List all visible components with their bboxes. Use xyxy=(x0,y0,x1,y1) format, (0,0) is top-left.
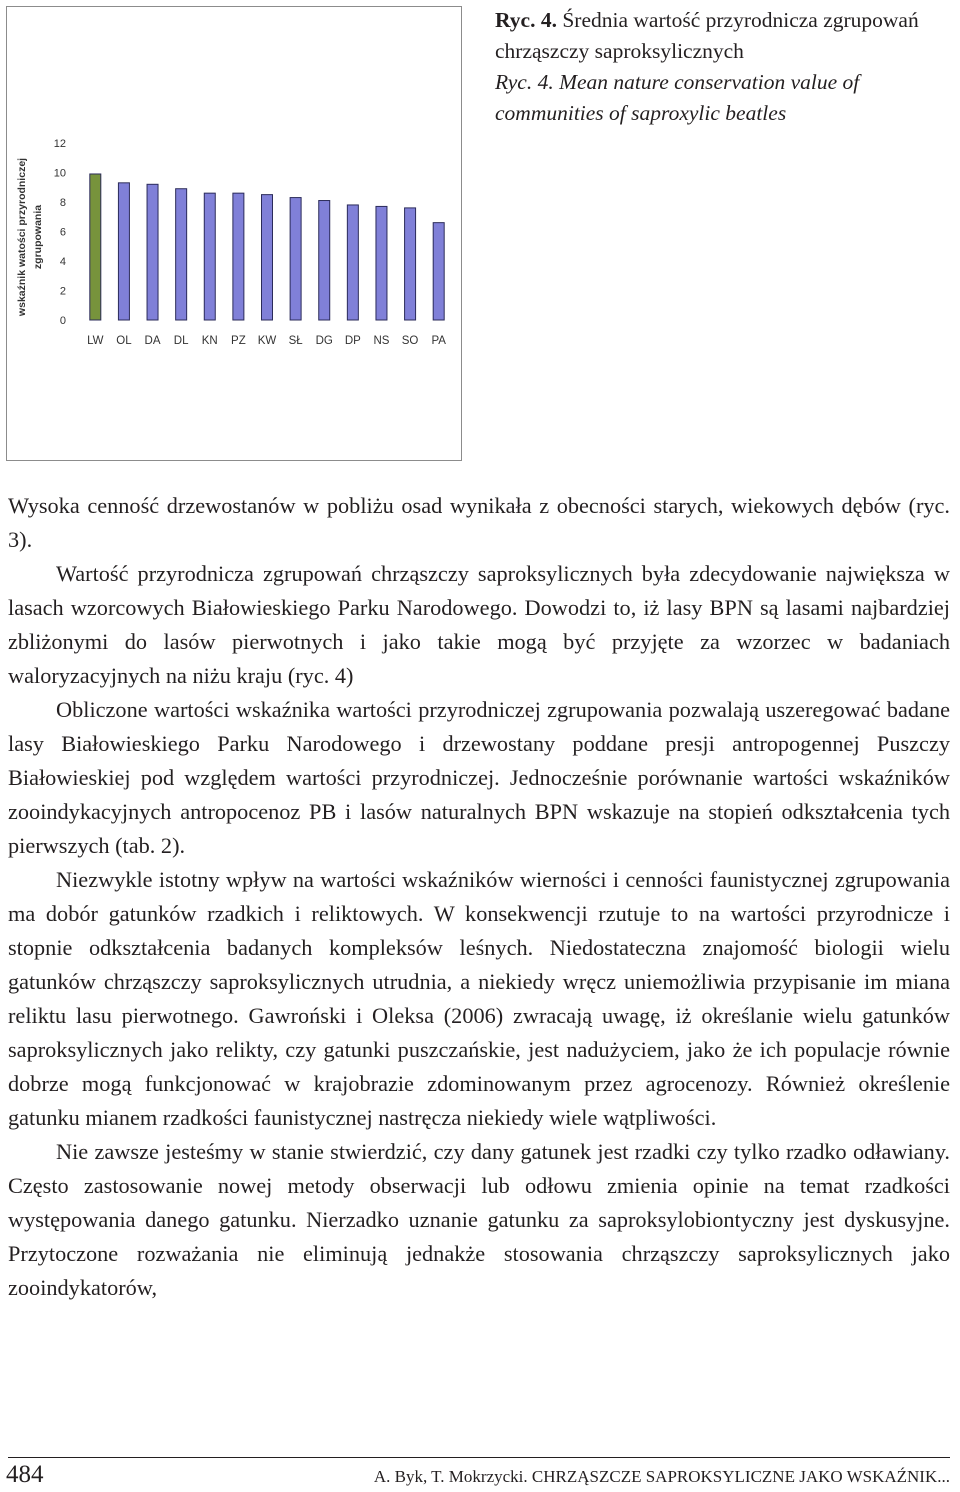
x-tick-label: DL xyxy=(173,335,189,347)
caption-label: Ryc. 4. xyxy=(495,8,557,32)
y-tick-label: 12 xyxy=(53,138,66,150)
y-tick-label: 4 xyxy=(59,256,66,268)
paragraph-3: Obliczone wartości wskaźnika wartości przyrodniczej zgrupowania pozwalają uszeregować badane lasy Białowieskiego Parku Narodowego i drzewostany poddane presji antropogennej Puszczy Białowieskiej pod względem wartości przyrodniczej. Jednocześnie porównanie wartości wskaźników zooindykacyjnych antropocenoz PB i lasów naturalnych BPN wskazuje na stopień odkształcenia tych pierwszych (tab. 2). xyxy=(8,697,950,858)
y-axis-label-line1: wskaźnik watości przyrodniczej xyxy=(16,157,28,317)
caption-english-text: Mean nature conservation value of communities of saproxylic beatles xyxy=(495,70,860,125)
paragraph-4: Niezwykle istotny wpływ na wartości wskaźników wierności i cenności faunistycznej zgrupowania ma dobór gatunków rzadkich i reliktowych. W konsekwencji rzutuje to na wartości przyrodnicze i stopnie odkształcenia badanych kompleksów leśnych. Niedostateczna znajomość biologii wielu gatunków chrząszczy saproksylicznych utrudnia, a niekiedy wręcz uniemożliwia przypisanie im miana reliktu lasu pierwotnego. Gawroński i Oleksa (2006) zwracają uwagę, iż określanie wielu gatunków saproksylicznych jako relikty, czy gatunki puszczańskie, jest nadużyciem, jako że ich populacje równie dobrze mogą funkcjonować w krajobrazie zdominowanym przez agrocenozy. Również określenie gatunku mianem rzadkości faunistycznej nastręcza niekiedy wiele wątpliwości. xyxy=(8,867,950,1130)
bar-pz xyxy=(233,193,244,320)
x-tick-label: PZ xyxy=(231,335,246,347)
x-tick-label: SO xyxy=(401,335,419,347)
chart-frame xyxy=(6,6,462,461)
page-number: 484 xyxy=(6,1461,44,1488)
x-tick-label: OL xyxy=(116,335,132,347)
bar-ol xyxy=(118,183,129,320)
y-tick-label: 0 xyxy=(59,315,66,327)
body-text xyxy=(8,489,950,1305)
y-tick-label: 8 xyxy=(59,197,66,209)
bar-sł xyxy=(290,198,301,320)
running-head: A. Byk, T. Mokrzycki. CHRZĄSZCZE SAPROKSYLICZNE JAKO WSKAŹNIK... xyxy=(373,1467,950,1486)
x-tick-label: DA xyxy=(144,335,161,347)
x-tick-label: NS xyxy=(373,335,390,347)
bar-kn xyxy=(204,193,215,320)
caption-polish xyxy=(495,5,955,67)
bar-so xyxy=(405,208,416,320)
y-tick-label: 6 xyxy=(59,226,66,239)
bar-da xyxy=(147,184,158,320)
x-axis-ticks xyxy=(87,335,446,347)
bar-lw xyxy=(90,174,101,320)
bar-dp xyxy=(347,205,358,320)
caption-english-label: Ryc. 4. xyxy=(495,70,554,94)
x-tick-label: DG xyxy=(315,335,333,347)
figure-caption xyxy=(495,5,955,129)
x-tick-label: SŁ xyxy=(288,335,303,347)
y-axis-ticks xyxy=(54,138,66,327)
x-tick-label: DP xyxy=(344,335,361,347)
y-tick-label: 2 xyxy=(59,285,66,298)
paragraph-1: Wysoka cenność drzewostanów w pobliżu osad wynikała z obecności starych, wiekowych dębów (ryc. 3). xyxy=(8,493,950,552)
caption-english xyxy=(495,67,955,129)
bar-dl xyxy=(176,189,187,320)
bar-chart xyxy=(7,7,463,462)
bar-pa xyxy=(433,223,444,320)
bar-kw xyxy=(262,195,273,320)
y-axis-label xyxy=(16,158,44,317)
x-tick-label: KN xyxy=(201,335,218,347)
x-tick-label: KW xyxy=(257,335,277,347)
y-axis-label-line2: zgrupowania xyxy=(32,204,44,270)
footer-rule xyxy=(8,1457,950,1458)
paragraph-5: Nie zawsze jesteśmy w stanie stwierdzić, czy dany gatunek jest rzadki czy tylko rzadko odławiany. Często zastosowanie nowej metody obserwacji lub odłowu zmienia opinie na temat rzadkości występowania danego gatunku. Nierzadko uznanie gatunku za saproksylobiontyczny jest dyskusyjne. Przytoczone rozważania nie eliminują jednakże stosowania chrząszczy saproksylicznych jako zooindykatorów, xyxy=(8,1139,950,1300)
bars xyxy=(90,174,444,320)
bar-dg xyxy=(319,201,330,320)
paragraph-2: Wartość przyrodnicza zgrupowań chrząszczy saproksylicznych była zdecydowanie największa w lasach wzorcowych Białowieskiego Parku Narodowego. Dowodzi to, iż lasy BPN są lasami najbardziej zbliżonymi do lasów pierwotnych i jako takie mogą być przyjęte za wzorzec w badaniach waloryzacyjnych na niżu kraju (ryc. 4) xyxy=(8,561,950,688)
caption-polish-text: Średnia wartość przyrodnicza zgrupowań chrząszczy saproksylicznych xyxy=(495,8,919,63)
x-tick-label: PA xyxy=(431,335,446,347)
y-tick-label: 10 xyxy=(53,167,66,180)
x-tick-label: LW xyxy=(87,335,104,347)
bar-ns xyxy=(376,206,387,320)
